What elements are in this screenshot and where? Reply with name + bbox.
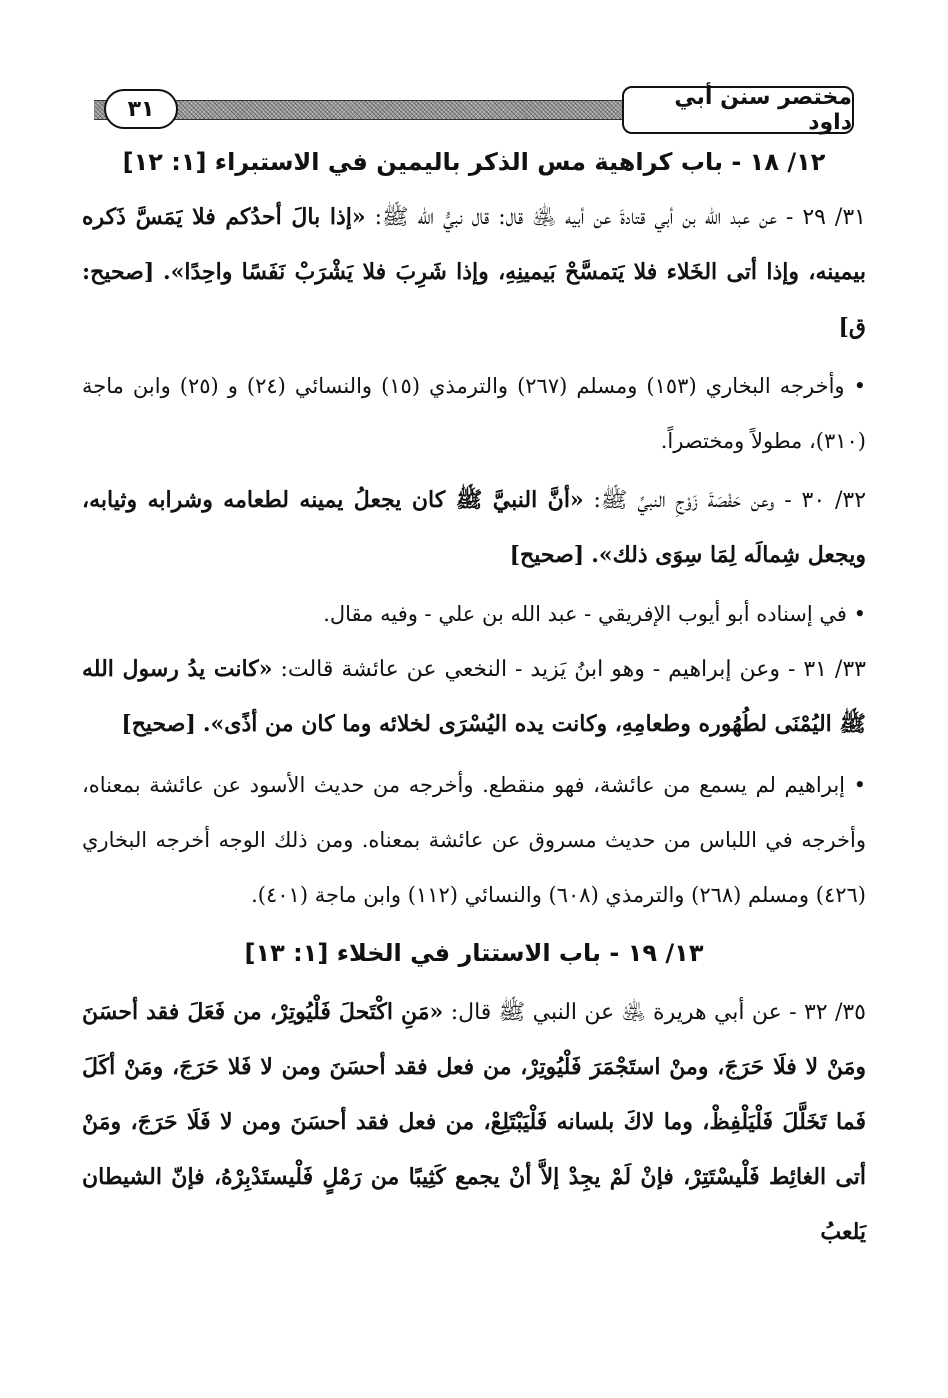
takhrij-note: • وأخرجه البخاري (١٥٣) ومسلم (٢٦٧) والترمذي (١٥) والنسائي (٢٤) و (٢٥) وابن ماجة (٣١٠)، مطولاً ومختصراً. — [82, 374, 866, 453]
takhrij-note: • إبراهيم لم يسمع من عائشة، فهو منقطع. وأخرجه من حديث الأسود عن عائشة بمعناه، وأخرجه في اللباس من حديث مسروق عن عائشة بمعناه. ومن ذلك الوجه أخرجه البخاري (٤٢٦) ومسلم (٢٦٨) والترمذي (٦٠٨) والنسائي (١١٢) وابن ماجة (٤٠١). — [82, 773, 866, 907]
hadith-text — [82, 473, 866, 583]
hadith-number: ٣٥/ ٣٢ - — [789, 1000, 866, 1025]
hadith-grade: [صحيح: ق] — [82, 259, 866, 340]
hadith-grade: [صحيح] — [121, 711, 196, 737]
hadith-grade: [صحيح] — [509, 542, 585, 568]
chapter-heading: ١٣/ ١٩ - باب الاستتار في الخلاء [١: ١٣] — [244, 939, 704, 967]
hadith-isnad: عن أبي هريرة ﵁ عن النبي ﷺ قال: — [450, 1000, 782, 1025]
hadith-matn: «أنَّ النبيَّ ﷺ كان يجعلُ يمينه لطعامه وشرابه وثيابه، ويجعل شِمالَه لِمَا سِوَى ذلك». — [82, 487, 866, 568]
chapter-heading: ١٢/ ١٨ - باب كراهية مس الذكر باليمين في الاستبراء [١: ١٢] — [122, 148, 826, 176]
hadith-number: ٣٣/ ٣١ - — [787, 657, 866, 682]
hadith-text — [82, 190, 866, 355]
page-header — [94, 86, 854, 138]
page-number: ٣١ — [104, 89, 178, 129]
hadith-isnad: وعن حَفْصَةَ زَوْجِ النبيِّ ﷺ: — [593, 488, 775, 513]
hadith-text — [82, 642, 866, 752]
hadith-text — [82, 985, 866, 1260]
hadith-number: ٣٢/ ٣٠ - — [784, 488, 867, 513]
hadith-matn: «مَنِ اكْتَحلَ فَلْيُوتِرْ، من فَعَلَ فقد أحسَنَ ومَنْ لا فلَا حَرَجَ، ومنْ استَجْمَرَ فَلْيُوتِرْ، من فعل فقد أحسَنَ ومن لا فَلا حَرَجَ، ومَنْ أكَلَ فَما تَخَلَّلَ فَلْيَلْفِظْ، وما لاكَ بلسانه فَلْيَبْتَلِعْ، من فعل فقد أحسَنَ ومن لا فَلَا حَرَجَ، ومَنْ أتى الغائِط فَلْيسْتَتِرْ، فإنْ لَمْ يجِدْ إلاَّ أنْ يجمع كَثِيبًا من رَمْلٍ فَلْيستَدْبِرْهُ، فإنّ الشيطان يَلعبُ — [82, 999, 866, 1245]
page-content — [82, 142, 866, 1260]
hadith-matn: «كانت يدُ رسول الله ﷺ اليُمْنَى لطُهُوره وطعامِهِ، وكانت يده اليُسْرَى لخلائه وما كان من أذًى». — [82, 656, 866, 737]
hadith-isnad: عن عبد الله بن أبي قتادةَ عن أبيه ﵁ قال: قال نبيُّ الله ﷺ: — [374, 205, 777, 230]
hadith-number: ٣١/ ٢٩ - — [785, 205, 866, 230]
takhrij-note: • في إسناده أبو أيوب الإفريقي - عبد الله بن علي - وفيه مقال. — [323, 602, 866, 626]
hadith-isnad: وعن إبراهيم - وهو ابنُ يَزيد - النخعي عن عائشة قالت: — [280, 657, 780, 682]
hadith-matn: «إذا بالَ أحدُكم فلا يَمَسَّ ذَكره بيمينه، وإذا أتى الخَلاء فلا يَتمسَّحْ بَيمينِهِ، وإذا شَرِبَ فلا يَشْرَبْ نَفَسًا واحِدًا». — [82, 204, 867, 285]
book-title: مختصر سنن أبي داود — [622, 86, 854, 134]
